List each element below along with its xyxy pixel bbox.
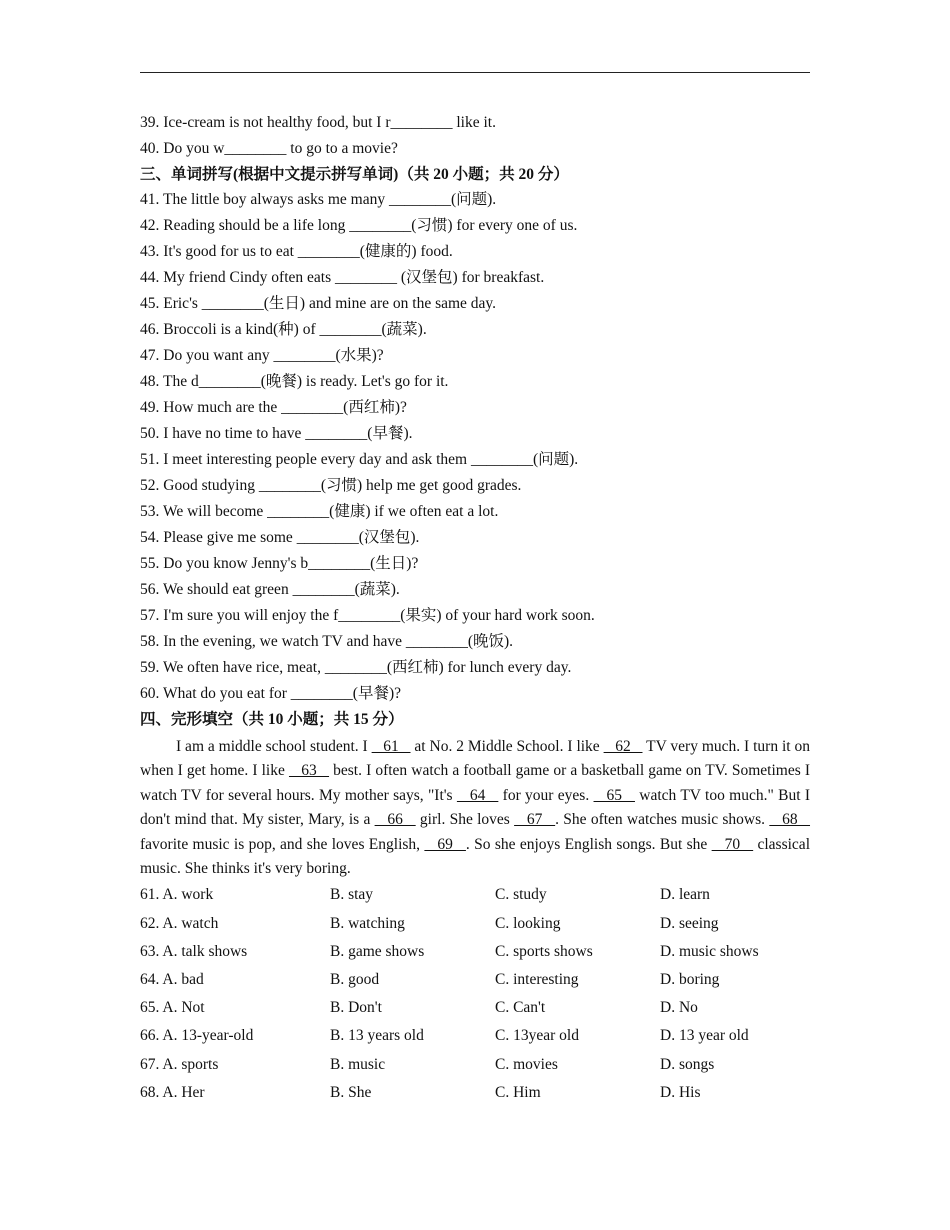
section4-title: 四、完形填空（共 10 小题；共 15 分）	[140, 711, 404, 728]
option-row-63	[140, 938, 810, 966]
option-63-B: B. game shows	[330, 942, 425, 960]
option-row-67	[140, 1051, 810, 1079]
cloze-blank: 61	[371, 738, 411, 755]
option-61-A: 61. A. work	[140, 886, 214, 904]
passage-text: girl. She loves	[415, 811, 515, 829]
question-40: 40. Do you w________ to go to a movie?	[140, 140, 398, 157]
option-row-66	[140, 1022, 810, 1050]
option-68-C: C. Him	[495, 1083, 541, 1101]
option-64-A: 64. A. bad	[140, 971, 204, 988]
option-62-A: 62. A. watch	[140, 914, 219, 932]
option-67-A: 67. A. sports	[140, 1055, 219, 1073]
option-66-D: D. 13 year old	[660, 1027, 749, 1045]
section3-title: 三、单词拼写(根据中文提示拼写单词)（共 20 小题；共 20 分）	[140, 166, 569, 183]
option-63-A: 63. A. talk shows	[140, 942, 248, 960]
option-64-C: C. interesting	[495, 971, 579, 988]
passage-text: I am a middle school student. I	[176, 738, 372, 755]
question-46: 46. Broccoli is a kind(种) of ________(蔬菜).	[140, 321, 427, 338]
option-66-C: C. 13year old	[495, 1027, 579, 1045]
option-row-62	[140, 910, 810, 938]
question-49: 49. How much are the ________(西红柿)?	[140, 399, 407, 416]
option-row-64	[140, 966, 810, 994]
question-56: 56. We should eat green ________(蔬菜).	[140, 581, 400, 598]
passage-text: for your eyes.	[498, 786, 594, 804]
option-68-A: 68. A. Her	[140, 1083, 205, 1101]
option-67-D: D. songs	[660, 1055, 715, 1073]
option-65-A: 65. A. Not	[140, 999, 205, 1017]
question-52: 52. Good studying ________(习惯) help me get good grades.	[140, 477, 522, 494]
question-60: 60. What do you eat for ________(早餐)?	[140, 685, 402, 702]
question-55: 55. Do you know Jenny's b________(生日)?	[140, 555, 419, 572]
option-row-68	[140, 1079, 810, 1107]
cloze-blank: 64	[456, 786, 499, 804]
passage-text: classical music. She thinks it's very boring.	[140, 835, 810, 878]
option-63-C: C. sports shows	[495, 942, 593, 960]
question-54: 54. Please give me some ________(汉堡包).	[140, 529, 420, 546]
passage-text: favorite music is pop, and she loves English,	[140, 835, 425, 853]
option-62-C: C. looking	[495, 914, 561, 932]
cloze-blank: 65	[593, 786, 635, 804]
option-64-D: D. boring	[660, 971, 720, 988]
option-66-B: B. 13 years old	[330, 1027, 424, 1045]
cloze-blank: 62	[603, 738, 643, 755]
question-50: 50. I have no time to have ________(早餐).	[140, 425, 413, 442]
cloze-blank: 69	[424, 835, 466, 853]
passage-text: TV very much. I turn it on when I get home. I like	[140, 738, 810, 780]
question-43: 43. It's good for us to eat ________(健康的) food.	[140, 243, 453, 260]
question-45: 45. Eric's ________(生日) and mine are on the same day.	[140, 295, 497, 312]
option-66-A: 66. A. 13-year-old	[140, 1027, 254, 1045]
cloze-blank: 70	[711, 835, 754, 853]
option-62-B: B. watching	[330, 914, 405, 932]
option-61-D: D. learn	[660, 886, 710, 904]
passage-text: best. I often watch a football game or a basketball game on TV. Sometimes I watch TV for several hours. My mother says, "It's	[140, 762, 811, 804]
option-68-B: B. She	[330, 1083, 372, 1101]
option-63-D: D. music shows	[660, 942, 759, 960]
option-65-D: D. No	[660, 999, 698, 1017]
option-64-B: B. good	[330, 971, 380, 988]
option-67-C: C. movies	[495, 1055, 558, 1073]
option-row-61	[140, 881, 810, 909]
cloze-blank: 67	[514, 811, 556, 829]
question-44: 44. My friend Cindy often eats ________ (汉堡包) for breakfast.	[140, 269, 545, 286]
cloze-options	[140, 881, 810, 1107]
passage-text: . So she enjoys English songs. But she	[465, 835, 712, 853]
option-61-B: B. stay	[330, 886, 374, 904]
question-51: 51. I meet interesting people every day and ask them ________(问题).	[140, 451, 579, 468]
question-53: 53. We will become ________(健康) if we often eat a lot.	[140, 503, 499, 520]
header-rule	[140, 72, 810, 73]
cloze-blank: 68	[769, 811, 811, 829]
question-57: 57. I'm sure you will enjoy the f________(果实) of your hard work soon.	[140, 607, 595, 624]
question-47: 47. Do you want any ________(水果)?	[140, 347, 384, 364]
cloze-blank: 66	[374, 811, 416, 829]
question-58: 58. In the evening, we watch TV and have ________(晚饭).	[140, 633, 514, 650]
question-42: 42. Reading should be a life long ________(习惯) for every one of us.	[140, 217, 578, 234]
question-48: 48. The d________(晚餐) is ready. Let's go for it.	[140, 373, 449, 390]
option-61-C: C. study	[495, 886, 547, 904]
passage-text: watch TV too much." But I don't mind that. My sister, Mary, is a	[140, 786, 811, 829]
passage-text: at No. 2 Middle School. I like	[410, 738, 604, 755]
document-body	[140, 110, 810, 1107]
option-62-D: D. seeing	[660, 914, 719, 932]
option-68-D: D. His	[660, 1083, 701, 1101]
cloze-blank: 63	[288, 762, 330, 780]
passage-text: . She often watches music shows.	[555, 811, 770, 829]
question-59: 59. We often have rice, meat, ________(西红柿) for lunch every day.	[140, 659, 572, 676]
option-67-B: B. music	[330, 1055, 386, 1073]
option-65-B: B. Don't	[330, 999, 382, 1017]
question-41: 41. The little boy always asks me many ________(问题).	[140, 191, 497, 208]
option-65-C: C. Can't	[495, 999, 546, 1017]
option-row-65	[140, 994, 810, 1022]
section3-items	[140, 187, 810, 707]
cloze-passage	[140, 735, 810, 881]
question-39: 39. Ice-cream is not healthy food, but I r________ like it.	[140, 114, 496, 131]
